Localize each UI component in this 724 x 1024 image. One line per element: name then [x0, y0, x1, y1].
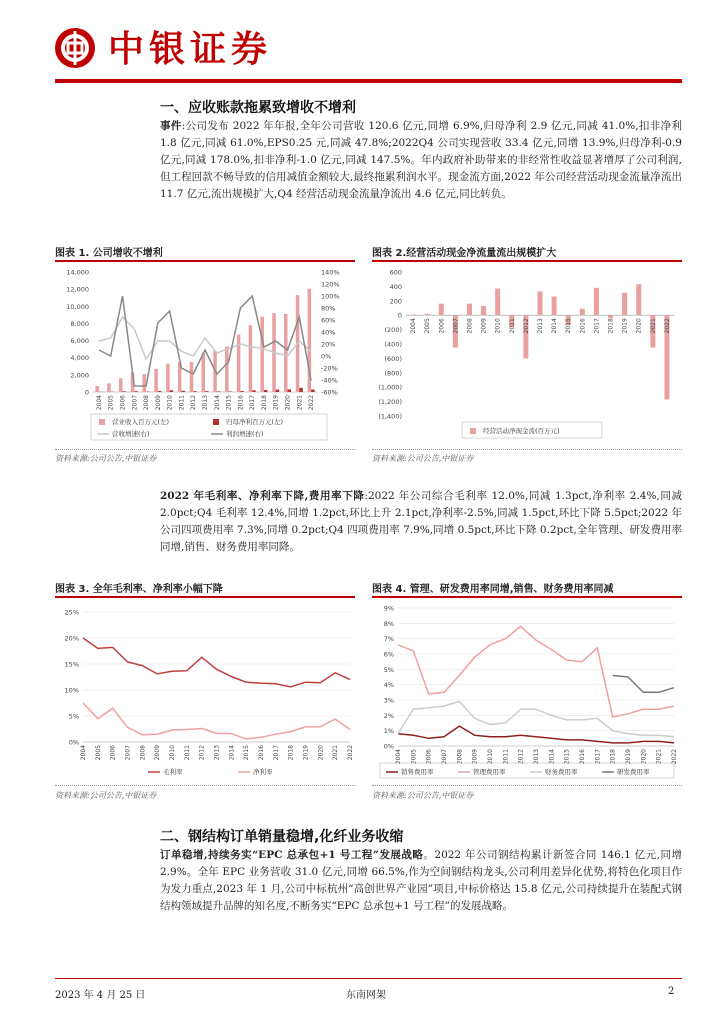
fig4-x-label: 2010 — [487, 749, 494, 765]
fig1-profit-bar — [170, 390, 174, 392]
bank-logo-icon — [55, 28, 95, 68]
fig1-left-tick-label: 0 — [84, 388, 89, 397]
fig1-x-label: 2008 — [143, 395, 151, 411]
fig1-profit-bar — [240, 391, 244, 392]
fig2-tick-label: (600) — [384, 354, 402, 363]
fig1-profit-bar — [122, 391, 126, 392]
section2-text: 。2022 年公司钢结构累计新签合同 146.1 亿元,同增 2.9%。全年 EPC 业务营收 31.0 亿元,同增 66.5%,作为空间钢结构龙头,公司利用差异化优势,将特色化项目作为发力重点,2023 年 1 月,公司中标杭州“高创世界产业园”项目,中标价格达 15.8 亿元,公司持续提升在装配式钢结构领域提升品牌的知名度,不断务实“EPC 总承包+1 号工程”的发展战略。 — [160, 849, 682, 912]
fig2-tick-label: (800) — [384, 369, 402, 378]
fig2-cashflow-bar — [622, 293, 627, 315]
fig2-x-label: 2018 — [607, 318, 615, 334]
fig1-revenue-growth-line — [99, 317, 311, 359]
fig4-x-label: 2016 — [579, 749, 586, 765]
section2-paragraph — [160, 847, 682, 915]
fig4-legend-sales-label: 销售费用率 — [401, 768, 434, 776]
fig1-revenue-bar — [154, 369, 158, 392]
section1-lead: 事件 — [160, 120, 182, 132]
fig4-tick-label: 4% — [383, 681, 394, 690]
fig4-x-label: 2012 — [517, 749, 525, 765]
fig2-tick-label: (1,200) — [378, 398, 402, 407]
fig2-x-label: 2011 — [508, 318, 516, 334]
fig3-tick-label: 20% — [64, 634, 79, 643]
fig3-x-label: 2011 — [183, 745, 191, 761]
fig4-legend-admin-label: 管理费用率 — [473, 768, 506, 776]
fig3-x-label: 2018 — [287, 745, 295, 761]
fig4-tick-label: 2% — [383, 711, 394, 720]
fig4-x-label: 2019 — [625, 749, 632, 765]
fig3-title: 图表 3. 全年毛利率、净利率小幅下降 — [55, 584, 223, 595]
section1-paragraph — [160, 118, 682, 203]
fig1-revenue-bar — [225, 347, 229, 392]
fig1-left-tick-label: 6,000 — [70, 337, 89, 346]
fig2-x-label: 2004 — [410, 318, 418, 334]
fig2-tick-label: (200) — [384, 326, 402, 335]
fig3-legend-gross-label: 毛利率 — [163, 768, 183, 776]
fig1-revenue-bar — [249, 325, 253, 392]
fig1-x-label: 2013 — [202, 395, 209, 411]
fig3-x-label: 2004 — [80, 745, 87, 761]
fig1-profit-bar — [276, 390, 280, 392]
fig2-cashflow-bar — [538, 291, 543, 315]
fig4-x-label: 2013 — [533, 749, 540, 765]
fig1-revenue-bar — [95, 386, 99, 392]
fig1-revenue-bar — [237, 335, 241, 392]
fig4-tick-label: 8% — [383, 619, 394, 628]
margin-text: :2022 年公司综合毛利率 12.0%,同减 1.3pct,净利率 2.4%,同减 2.0pct;Q4 毛利率 12.4%,同增 1.2pct,环比上升 2.1pct,净利率-2.5%,同减 1.5pct,环比下降 5.5pct;2022 年公司四项费用率 7.3%,同增 0.2pct;Q4 四项费用率 7.9%,同增 0.5pct,环比下降 0.2pct,全年管理、研发费用率同增,销售、财务费用率同降。 — [160, 490, 682, 553]
fig2-x-label: 2016 — [579, 318, 587, 334]
fig1-profit-bar — [229, 391, 233, 392]
fig1-left-tick-label: 10,000 — [66, 302, 89, 311]
fig1-x-label: 2016 — [237, 395, 245, 411]
fig2-x-label: 2010 — [494, 318, 502, 334]
fig1-legend-revenue-swatch — [99, 419, 105, 425]
fig4-source: 资料来源:公司公告,中银证券 — [372, 791, 474, 800]
fig4-x-label: 2015 — [563, 749, 571, 765]
fig1-source: 资料来源:公司公告,中银证券 — [55, 454, 157, 463]
fig4-tick-label: 1% — [383, 727, 394, 736]
fig1-right-tick-label: 20% — [321, 340, 336, 349]
fig4-bottom-rule — [372, 785, 682, 786]
footer-company: 东南网架 — [346, 990, 386, 1001]
fig4-x-label: 2018 — [609, 749, 617, 765]
fig4-x-label: 2007 — [441, 749, 448, 765]
fig1-revenue-bar — [143, 374, 147, 392]
fig3-x-label: 2014 — [228, 745, 236, 761]
fig4-x-label: 2009 — [471, 749, 479, 765]
fig2-tick-label: (1,400) — [378, 412, 402, 421]
fig2-cashflow-bar — [552, 296, 557, 315]
fig1-x-label: 2015 — [225, 395, 233, 411]
fig2-title: 图表 2.经营活动现金净流量流出规模扩大 — [372, 248, 557, 259]
fig4-x-label: 2022 — [671, 749, 678, 765]
fig1-x-label: 2021 — [296, 395, 304, 411]
brand-name: 中银证券 — [108, 29, 273, 70]
margin-lead: 2022 年毛利率、净利率下降,费用率下降 — [160, 490, 365, 502]
fig2-cashflow-bar — [467, 304, 472, 316]
fig1-profit-bar — [205, 391, 209, 392]
fig2-legend-cashflow-label: 经营活动净现金流(百万元) — [483, 427, 560, 435]
fig2-x-label: 2014 — [551, 318, 559, 334]
fig2-x-label: 2020 — [635, 318, 643, 334]
fig4-x-label: 2006 — [425, 749, 433, 765]
footer-rule — [55, 978, 682, 979]
fig2-bottom-rule — [372, 449, 682, 450]
fig1-revenue-bar — [202, 353, 206, 392]
fig1-rule — [55, 260, 355, 262]
fig1-x-label: 2012 — [190, 395, 198, 411]
fig1-profit-bar — [181, 391, 185, 392]
fig4-tick-label: 5% — [383, 665, 394, 674]
fig1-revenue-bar — [107, 383, 111, 392]
fig4-x-label: 2011 — [502, 749, 510, 765]
fig4-tick-label: 7% — [383, 635, 394, 644]
fig4-tick-label: 0% — [383, 742, 394, 751]
fig2-legend-cashflow-swatch — [470, 428, 476, 434]
fig1-profit-bar — [134, 391, 138, 392]
fig4-tick-label: 9% — [383, 604, 394, 613]
fig1-legend-profit-growth-label: 利润增速(右) — [226, 430, 264, 438]
fig4-x-label: 2008 — [456, 749, 464, 765]
fig2-source: 资料来源:公司公告,中银证券 — [372, 454, 474, 463]
fig3-tick-label: 15% — [64, 660, 79, 669]
fig4-finance-expense-line — [398, 702, 674, 737]
fig1-right-tick-label: -20% — [321, 364, 338, 373]
fig1-right-tick-label: 80% — [321, 304, 336, 313]
fig3-x-label: 2019 — [302, 745, 310, 761]
fig2-cashflow-bar — [481, 306, 486, 315]
fig1-revenue-bar — [190, 362, 194, 392]
fig4-x-label: 2020 — [640, 749, 648, 765]
section2-title: 二、钢结构订单销量稳增,化纤业务收缩 — [160, 829, 404, 845]
fig3-x-label: 2017 — [272, 745, 280, 761]
fig1-x-label: 2019 — [272, 395, 280, 411]
fig1-left-tick-label: 12,000 — [66, 285, 89, 294]
fig1-right-tick-label: 60% — [321, 316, 336, 325]
fig1-x-label: 2007 — [131, 395, 139, 411]
fig1-profit-bar — [264, 390, 268, 392]
fig4-chart — [372, 600, 682, 780]
fig3-x-label: 2022 — [347, 745, 354, 761]
fig4-legend-finance-label: 财务费用率 — [545, 768, 578, 776]
fig2-cashflow-bar — [594, 288, 599, 315]
fig4-rd-expense-line — [613, 676, 674, 693]
fig1-x-label: 2010 — [166, 395, 174, 411]
fig2-cashflow-bar — [439, 304, 444, 316]
fig2-x-label: 2015 — [565, 318, 573, 334]
fig3-legend-net-label: 净利率 — [253, 768, 273, 776]
fig4-title: 图表 4. 管理、研发费用率同增,销售、财务费用率同减 — [372, 584, 614, 595]
fig1-right-tick-label: 40% — [321, 328, 336, 337]
margin-paragraph — [160, 488, 682, 556]
fig2-x-label: 2022 — [663, 318, 671, 334]
fig4-x-label: 2017 — [594, 749, 602, 765]
fig2-tick-label: (1,000) — [378, 383, 402, 392]
footer-page: 2 — [668, 986, 675, 997]
fig1-legend-profit-swatch — [213, 419, 219, 425]
fig1-right-tick-label: 100% — [321, 292, 340, 301]
fig3-x-label: 2005 — [94, 745, 102, 761]
fig4-tick-label: 6% — [383, 650, 394, 659]
fig1-chart — [55, 264, 360, 444]
fig1-revenue-bar — [260, 317, 264, 392]
fig2-tick-label: 0 — [397, 311, 402, 320]
fig1-x-label: 2014 — [213, 395, 221, 411]
fig2-chart — [372, 264, 682, 444]
fig2-x-label: 2007 — [452, 318, 460, 334]
header-rule — [55, 79, 682, 83]
fig2-cashflow-bar — [425, 314, 430, 315]
fig3-x-label: 2009 — [154, 745, 162, 761]
fig2-x-label: 2006 — [438, 318, 446, 334]
fig3-x-label: 2021 — [332, 745, 340, 761]
fig2-x-label: 2017 — [593, 318, 601, 334]
fig1-profit-bar — [158, 391, 162, 392]
fig3-x-label: 2015 — [243, 745, 251, 761]
fig1-profit-bar — [288, 389, 292, 392]
fig3-tick-label: 0% — [68, 738, 79, 747]
fig2-tick-label: (400) — [384, 340, 402, 349]
fig2-tick-label: 400 — [389, 282, 402, 291]
fig2-cashflow-bar — [608, 315, 613, 318]
fig1-profit-bar — [217, 391, 221, 392]
fig1-left-tick-label: 2,000 — [70, 371, 89, 380]
fig3-rule — [55, 596, 355, 598]
fig1-x-label: 2011 — [178, 395, 186, 411]
section2-lead: 订单稳增,持续务实“EPC 总承包+1 号工程”发展战略 — [160, 849, 424, 861]
fig2-tick-label: 600 — [389, 268, 402, 277]
fig1-bottom-rule — [55, 449, 355, 450]
fig1-x-label: 2004 — [95, 395, 103, 411]
fig1-left-tick-label: 4,000 — [70, 354, 89, 363]
fig3-tick-label: 10% — [64, 686, 79, 695]
fig1-profit-bar — [193, 391, 197, 392]
fig3-x-label: 2016 — [258, 745, 265, 761]
fig3-net-margin-line — [83, 703, 350, 739]
fig1-right-tick-label: -40% — [321, 376, 338, 385]
fig1-x-label: 2018 — [260, 395, 268, 411]
fig4-x-label: 2014 — [548, 749, 556, 765]
fig3-chart — [55, 600, 360, 780]
fig3-bottom-rule — [55, 785, 355, 786]
fig1-legend-revenue-growth-label: 营收增速(右) — [112, 430, 150, 438]
section1-title: 一、应收账款拖累致增收不增利 — [160, 100, 356, 116]
fig1-x-label: 2005 — [107, 395, 115, 411]
fig3-x-label: 2012 — [198, 745, 206, 761]
fig1-title: 图表 1. 公司增收不增利 — [55, 248, 163, 259]
fig2-rule — [372, 260, 682, 262]
fig3-source: 资料来源:公司公告,中银证券 — [55, 791, 157, 800]
fig2-x-label: 2012 — [522, 318, 530, 334]
fig4-x-label: 2004 — [395, 749, 402, 765]
fig1-left-tick-label: 14,000 — [66, 268, 89, 277]
fig2-x-label: 2008 — [466, 318, 474, 334]
fig1-x-label: 2020 — [284, 395, 292, 411]
fig1-revenue-bar — [166, 364, 170, 392]
fig2-x-label: 2009 — [480, 318, 488, 334]
fig1-profit-bar — [311, 390, 315, 392]
fig1-right-tick-label: 0% — [321, 352, 332, 361]
fig1-legend-revenue-label: 营业收入百万元(左) — [112, 418, 170, 426]
fig3-x-label: 2010 — [169, 745, 176, 761]
fig4-x-label: 2021 — [655, 749, 663, 765]
fig1-legend-profit-label: 归母净利百万元(左) — [226, 418, 284, 426]
fig1-profit-bar — [299, 388, 303, 392]
fig2-tick-label: 200 — [389, 297, 402, 306]
fig2-x-label: 2013 — [537, 318, 544, 334]
fig3-x-label: 2007 — [124, 745, 132, 761]
fig2-x-label: 2019 — [621, 318, 629, 334]
fig4-rule — [372, 596, 682, 598]
fig3-x-label: 2006 — [109, 745, 117, 761]
fig1-revenue-bar — [119, 378, 123, 392]
fig1-x-label: 2006 — [119, 395, 127, 411]
fig4-x-label: 2005 — [410, 749, 418, 765]
fig3-x-label: 2013 — [213, 745, 221, 761]
fig2-cashflow-bar — [495, 289, 500, 316]
fig1-right-tick-label: 120% — [321, 280, 340, 289]
fig3-tick-label: 25% — [64, 608, 79, 617]
fig1-x-label: 2009 — [154, 395, 162, 411]
fig2-x-label: 2021 — [649, 318, 657, 334]
fig1-right-tick-label: 140% — [321, 268, 340, 277]
footer-date: 2023 年 4 月 25 日 — [55, 990, 146, 1001]
fig1-x-label: 2022 — [308, 395, 316, 411]
fig3-gross-margin-line — [83, 638, 350, 687]
fig1-right-tick-label: -60% — [321, 388, 338, 397]
fig4-legend-rd-label: 研发费用率 — [617, 768, 650, 776]
fig4-admin-expense-line — [398, 626, 674, 717]
fig2-cashflow-bar — [411, 314, 416, 315]
fig1-revenue-bar — [284, 314, 288, 392]
fig3-tick-label: 5% — [68, 712, 79, 721]
fig1-left-tick-label: 8,000 — [70, 319, 89, 328]
fig2-cashflow-bar — [580, 309, 585, 315]
fig4-tick-label: 3% — [383, 696, 394, 705]
fig2-x-label: 2005 — [424, 318, 432, 334]
fig3-x-label: 2020 — [317, 745, 325, 761]
fig2-cashflow-bar — [636, 284, 641, 315]
section1-text: :公司发布 2022 年年报,全年公司营收 120.6 亿元,同增 6.9%,归母净利 2.9 亿元,同减 41.0%,扣非净利 1.8 亿元,同减 61.0%,EPS0.25 元,同减 47.8%;2022Q4 公司实现营收 33.4 亿元,同增 13.9%,归母净利-0.9 亿元,同减 178.0%,扣非净利-1.0 亿元,同减 147.5%。年内政府补助带来的非经常性收益显著增厚了公司利润,但工程回款不畅导致的信用减值金额较大,最终拖累利润水平。现金流方面,2022 年公司经营活动现金流量净流出 11.7 亿元,流出规模扩大,Q4 经营活动现金流量净流出 4.6 亿元,同比转负。 — [160, 120, 683, 200]
fig3-x-label: 2008 — [139, 745, 147, 761]
fig1-x-label: 2017 — [249, 395, 257, 411]
fig1-profit-bar — [252, 390, 256, 392]
